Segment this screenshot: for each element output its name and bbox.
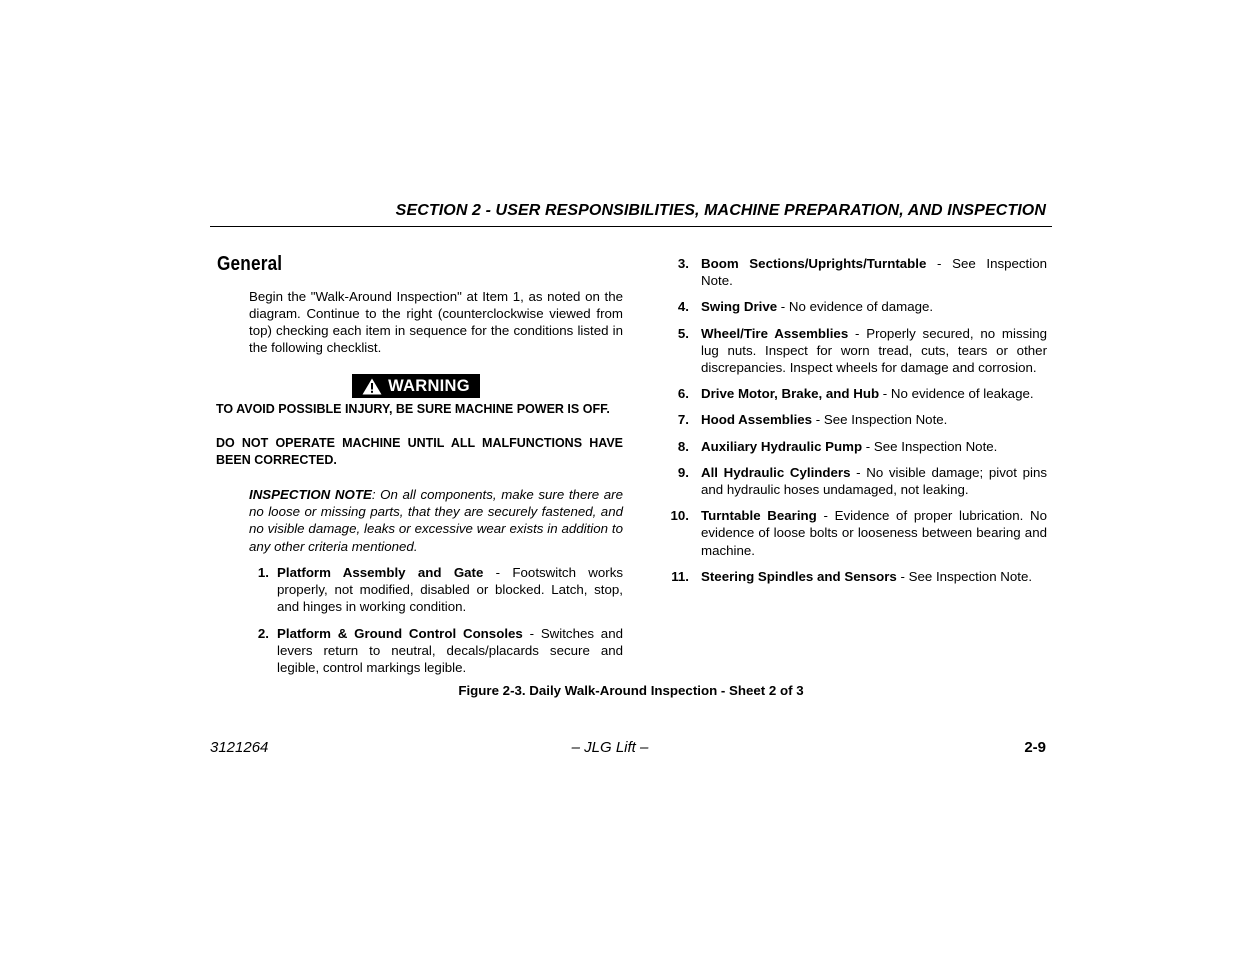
header-rule	[210, 226, 1052, 227]
checklist-item-term: Platform & Ground Control Consoles	[277, 625, 523, 641]
checklist-item-desc: - No visible damage; pivot pins and hydraulic hoses undamaged, not leaking.	[701, 464, 1047, 498]
checklist-item	[665, 464, 1047, 498]
checklist-item-term: All Hydraulic Cylinders	[701, 464, 851, 480]
checklist-item-desc: - Footswitch works properly, not modified, disabled or blocked. Latch, stop, and hinges in working condition.	[277, 565, 623, 615]
checklist-item	[665, 507, 1047, 559]
checklist-item-number: 8.	[677, 438, 689, 454]
checklist-item-number: 6.	[677, 386, 689, 402]
warning-line-malfunctions: DO NOT OPERATE MACHINE UNTIL ALL MALFUNCTIONS HAVE BEEN CORRECTED.	[216, 436, 623, 467]
checklist-item-term: Steering Spindles and Sensors	[701, 568, 897, 584]
inspection-note-text: : On all components, make sure there are no loose or missing parts, that they are securely fastened, and no visible damage, leaks or excessive wear exists in addition to any other criteria mentioned.	[249, 487, 624, 554]
warning-label	[352, 374, 480, 398]
checklist-item-number: 11.	[671, 568, 689, 584]
checklist-item-term: Drive Motor, Brake, and Hub	[701, 386, 880, 402]
checklist-item-desc: - Properly secured, no missing lug nuts. Inspect for worn tread, cuts, tears or other discrepancies. Inspect wheels for damage and corrosion.	[701, 325, 1047, 376]
footer-publisher: – JLG Lift –	[571, 739, 649, 756]
checklist-item-desc: - See Inspection Note.	[862, 438, 998, 454]
checklist-item	[249, 564, 623, 616]
checklist-item	[249, 625, 623, 677]
checklist-item-number: 3.	[677, 256, 689, 271]
checklist-item-desc: - See Inspection Note.	[701, 256, 1047, 289]
checklist-item-desc: - No evidence of leakage.	[879, 386, 1034, 402]
checklist-item-term: Platform Assembly and Gate	[277, 565, 484, 580]
checklist-item-desc: - Evidence of proper lubrication. No evidence of loose bolts or looseness between bearing and machine.	[701, 508, 1047, 558]
warning-triangle-icon	[362, 378, 382, 395]
checklist-item-desc: - Switches and levers return to neutral, decals/placards secure and legible, control markings legible.	[277, 625, 623, 676]
intro-paragraph: Begin the "Walk-Around Inspection" at Item 1, as noted on the diagram. Continue to the right (counterclockwise viewed from top) checking each item in sequence for the conditions listed in the following checklist.	[249, 289, 623, 355]
checklist-item	[665, 298, 1047, 315]
checklist-item-number: 4.	[677, 299, 689, 315]
checklist-item-term: Wheel/Tire Assemblies	[701, 325, 849, 341]
warning-line-power-off: TO AVOID POSSIBLE INJURY, BE SURE MACHINE POWER IS OFF.	[216, 402, 610, 416]
checklist-item	[665, 325, 1047, 377]
footer-page-number: 2-9	[1024, 739, 1046, 756]
checklist-item-number: 9.	[677, 464, 689, 480]
inspection-note	[249, 486, 623, 555]
checklist-item-number: 5.	[677, 325, 689, 341]
checklist-item-desc: - See Inspection Note.	[896, 568, 1033, 584]
checklist-item-term: Hood Assemblies	[701, 412, 813, 428]
checklist-item-term: Auxiliary Hydraulic Pump	[701, 438, 863, 454]
checklist-item-number: 7.	[677, 412, 689, 428]
checklist-item-desc: - See Inspection Note.	[812, 412, 948, 428]
footer-doc-number: 3121264	[210, 739, 269, 756]
checklist-item-desc: - No evidence of damage.	[777, 299, 934, 315]
checklist-item	[665, 438, 1047, 455]
checklist-item	[665, 255, 1047, 289]
checklist-item-number: 1.	[257, 565, 269, 580]
figure-caption: Figure 2-3. Daily Walk-Around Inspection - Sheet 2 of 3	[458, 683, 804, 698]
checklist-item	[665, 385, 1047, 402]
checklist-item	[665, 411, 1047, 428]
checklist-item-term: Boom Sections/Uprights/Turntable	[701, 256, 927, 271]
checklist-item-number: 2.	[257, 625, 269, 641]
checklist-item-term: Swing Drive	[701, 299, 778, 315]
checklist-item-term: Turntable Bearing	[701, 508, 817, 524]
checklist-left	[249, 564, 623, 685]
warning-label-text: WARNING	[388, 376, 470, 395]
checklist-item-number: 10.	[670, 508, 689, 524]
checklist-item	[665, 568, 1047, 585]
section-header-title: SECTION 2 - USER RESPONSIBILITIES, MACHINE PREPARATION, AND INSPECTION	[395, 202, 1046, 219]
section-heading: General	[217, 253, 283, 275]
checklist-right	[665, 255, 1047, 594]
inspection-note-lead: INSPECTION NOTE	[249, 487, 372, 502]
